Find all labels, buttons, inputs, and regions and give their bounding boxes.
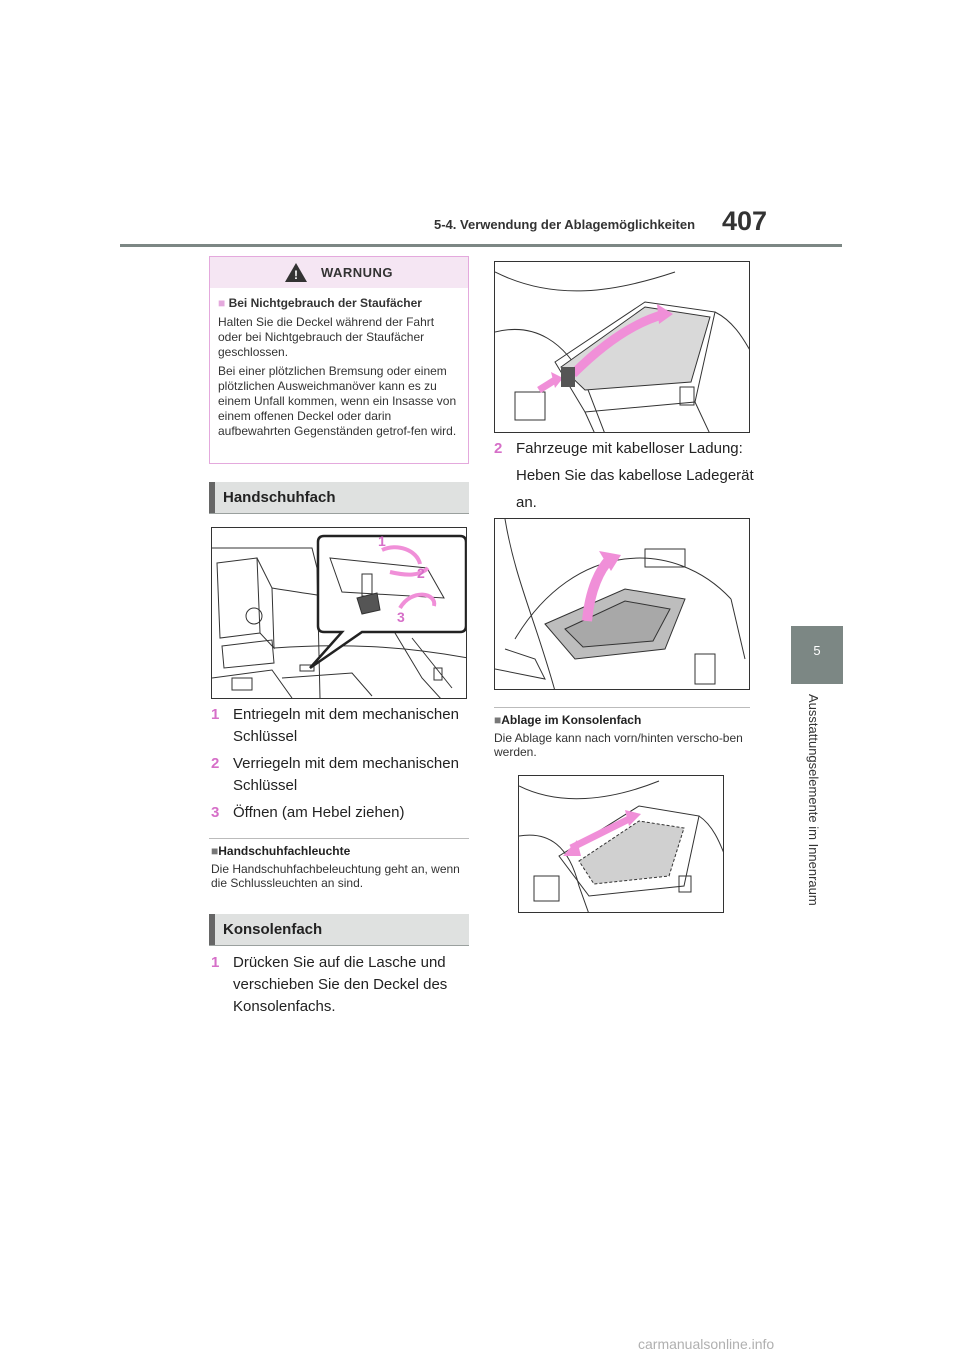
warning-symbol: ! [293, 268, 299, 282]
glovebox-illustration [211, 527, 467, 699]
step-3: 3 Öffnen (am Hebel ziehen) [211, 804, 405, 821]
square-bullet-icon: ■ [494, 713, 502, 727]
header-rule [120, 244, 842, 247]
chapter-number: 5 [813, 643, 821, 658]
glovebox-steps [211, 704, 471, 824]
tray-text: Die Ablage kann nach vorn/hinten verscho-ben werden. [494, 731, 743, 759]
section-rule [209, 513, 469, 514]
step-2: 2 Verriegeln mit dem mechanischen Schlüssel [211, 755, 459, 794]
console-step-2: 2 Fahrzeuge mit kabelloser Ladung: Heben Sie das kabellose Ladegerät an. [494, 440, 754, 511]
glovebox-light-text: Die Handschuhfachbeleuchtung geht an, wenn die Schlussleuchten an sind. [211, 862, 460, 890]
chapter-title: Ausstattungselemente im Innenraum [806, 694, 821, 906]
tray-heading: ■Ablage im Konsolenfach [494, 713, 642, 727]
warning-paragraph-1: Halten Sie die Deckel während der Fahrt oder bei Nichtgebrauch der Staufächer geschlossen. [218, 315, 435, 359]
wireless-charger-illustration [494, 518, 750, 690]
square-bullet-icon: ■ [218, 296, 226, 310]
warning-paragraph-2: Bei einer plötzlichen Bremsung oder einem plötzlichen Ausweichmanöver kann es zu einem Unfall kommen, wenn ein Insasse von einem offenen Deckel oder darin aufbewahrten Gegenständen getrof-fen wird. [218, 364, 457, 438]
section-header-title: 5-4. Verwendung der Ablagemöglichkeiten [434, 217, 696, 232]
divider [494, 707, 750, 708]
page-number: 407 [722, 206, 768, 236]
console-lid-illustration [494, 261, 750, 433]
section-rule [209, 945, 469, 946]
section-heading-glovebox: Handschuhfach [209, 482, 469, 513]
step-1: 1 Entriegeln mit dem mechanischen Schlüssel [211, 706, 459, 745]
callout-2: 2 [417, 565, 425, 581]
warning-header [210, 257, 468, 288]
chapter-title-vertical [807, 694, 825, 914]
warning-label: WARNUNG [320, 265, 394, 280]
warning-subheading: ■ Bei Nichtgebrauch der Staufächer [218, 296, 422, 310]
callout-3: 3 [397, 609, 405, 625]
watermark: carmanualsonline.info [638, 1336, 775, 1352]
warning-box [209, 256, 469, 464]
warning-triangle-icon [285, 263, 307, 282]
divider [209, 838, 469, 839]
square-bullet-icon: ■ [211, 844, 219, 858]
section-heading-console: Konsolenfach [209, 914, 469, 945]
console-step-1: 1 Drücken Sie auf die Lasche und verschieben Sie den Deckel des Konsolenfachs. [211, 954, 448, 1015]
console-tray-illustration [518, 775, 724, 913]
chapter-tab [791, 626, 843, 684]
callout-1: 1 [378, 533, 386, 549]
glovebox-light-heading: ■Handschuhfachleuchte [211, 844, 351, 858]
